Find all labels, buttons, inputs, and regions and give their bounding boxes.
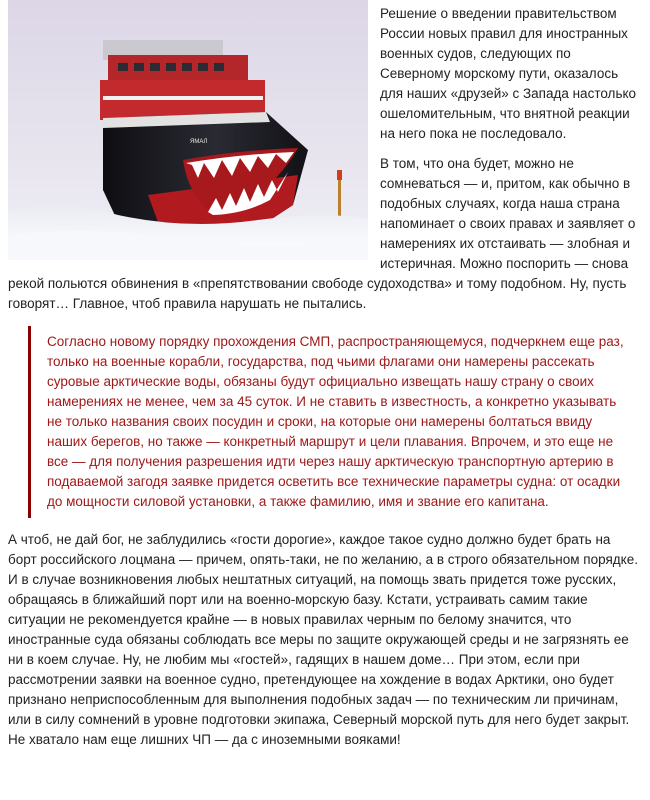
icebreaker-ship-photo-icon	[8, 0, 368, 260]
ship-name: ЯМАЛ	[190, 139, 208, 145]
paragraph-pilot: А чтоб, не дай бог, не заблудились «гости дорогие», каждое такое судно должно будет брать на борт российского лоцмана — причем, опять-таки, не по желанию, а в строго обязательном порядке. И в случае возникновения любых нештатных ситуаций, на помощь звать придется тоже русских, обращаясь в ближайший порт или на военно-морскую базу. Кстати, устраивать самим такие ситуации не рекомендуется крайне — в новых правилах черным по белому значится, что иностранные суда обязаны соблюдать все меры по защите окружающей среды и не загрязнять ее ни в коем случае. Ну, не любим мы «гостей», гадящих в нашем доме… При этом, если при рассмотрении заявки на военное судно, претендующее на хождение в водах Арктики, оно будет признано неприспособленным для выполнения подобных задач — по техническим ли причинам, или в силу сомнений в уровне подготовки экипажа, Северный морской путь для него будет закрыт. Не хватало нам еще лишних ЧП — да с иноземными вояками!	[8, 532, 638, 747]
icebreaker-photo	[8, 0, 368, 260]
paragraph-intro: Решение о введении правительством России новых правил для иностранных военных судов, следующих по Северному морскому пути, оказалось для наших «друзей» с Запада настолько ошеломительным, что внятной реакции на него пока не последовало.	[380, 6, 637, 141]
paragraph-reaction: В том, что она будет, можно не сомневаться — и, притом, как обычно в подобных случаях, когда наша страна напоминает о своих правах и заявляет о намерениях их отстаивать — злобная и истеричная. Можно поспорить — снова рекой польются обвинения в «препятствовании свободе судоходства» и тому подобном. Ну, пусть говорят… Главное, чтоб правила нарушать не пытались.	[8, 156, 636, 311]
quote-new-rules: Согласно новому порядку прохождения СМП, распространяющемуся, подчеркнем еще раз, только на военные корабли, государства, под чьими флагами они намерены рассекать суровые арктические воды, обязаны будут официально извещать нашу страну о своих намерениях не менее, чем за 45 суток. И не ставить в известность, а конкретно указывать не только названия своих посудин и сроки, на которые они намерены болтаться ввиду наших берегов, но также — конкретный маршрут и цели плавания. Впрочем, и это еще не все — для получения разрешения идти через нашу арктическую транспортную артерию в подаваемой загодя заявке придется осветить все технические параметры судна: от осадки до мощности силовой установки, а также фамилию, имя и звание его капитана.	[28, 326, 642, 518]
